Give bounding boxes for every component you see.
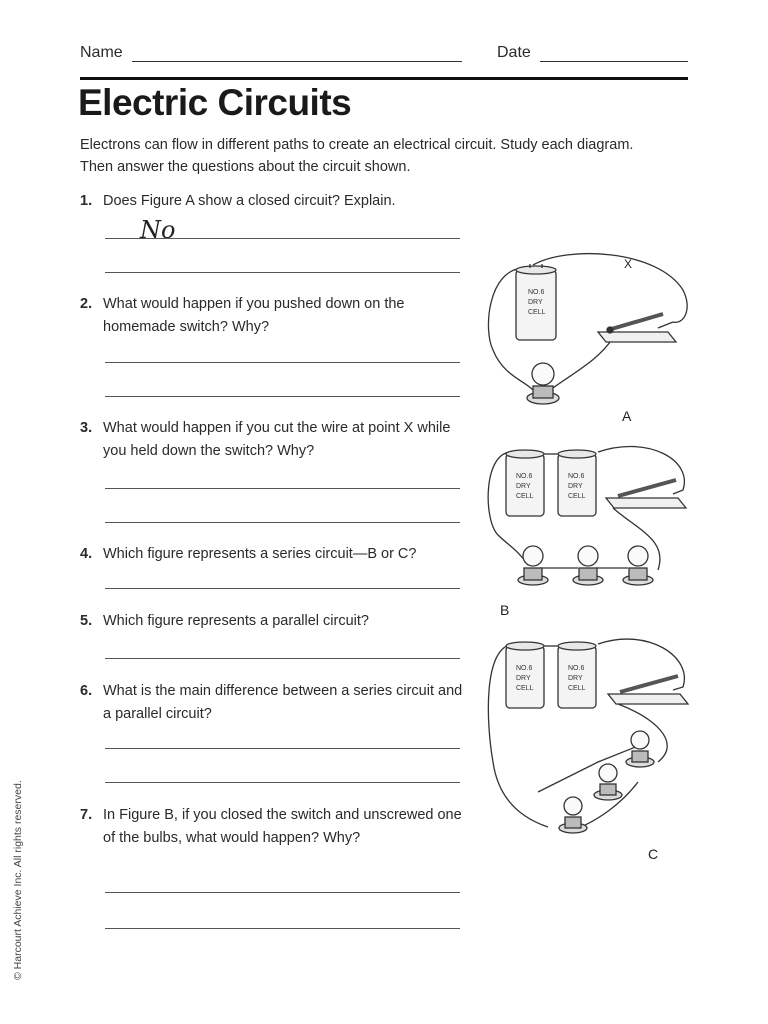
question-text: What is the main difference between a series circuit and a parallel circuit?: [103, 683, 463, 722]
page-title: Electric Circuits: [78, 82, 352, 123]
question-number: 6.: [80, 683, 93, 699]
battery-1-text-line-1: NO.6: [516, 473, 533, 480]
question-text: Which figure represents a parallel circuit?: [103, 613, 369, 629]
date-label: Date: [497, 44, 531, 61]
question-number: 3.: [80, 420, 93, 436]
header-divider: [80, 77, 688, 80]
answer-line-7b[interactable]: [105, 928, 460, 929]
question-number: 1.: [80, 193, 93, 209]
question-5: [80, 610, 465, 633]
battery-text-line-1: NO.6: [528, 289, 545, 296]
figure-a-label: A: [622, 408, 632, 424]
answer-line-3b[interactable]: [105, 522, 460, 523]
battery-2-text-line-1: NO.6: [568, 473, 585, 480]
battery-2-text-line-2: DRY: [568, 675, 583, 682]
question-number: 5.: [80, 613, 93, 629]
question-text: In Figure B, if you closed the switch and unscrewed one of the bulbs, what would happen? Why?: [103, 807, 462, 846]
figure-c-label: C: [648, 846, 659, 862]
question-3: [80, 417, 465, 463]
battery-2-text-line-3: CELL: [568, 685, 586, 692]
figure-a: [478, 250, 698, 430]
answer-line-1a[interactable]: [105, 238, 460, 239]
question-7: [80, 804, 465, 850]
name-label: Name: [80, 44, 123, 61]
answer-line-7a[interactable]: [105, 892, 460, 893]
answer-line-2a[interactable]: [105, 362, 460, 363]
battery-2-text-line-2: DRY: [568, 483, 583, 490]
battery-2-text-line-1: NO.6: [568, 665, 585, 672]
handwritten-answer-1: No: [140, 216, 176, 244]
question-text: What would happen if you cut the wire at point X while you held down the switch? Why?: [103, 420, 451, 459]
question-text: What would happen if you pushed down on the homemade switch? Why?: [103, 296, 405, 335]
battery-text-line-3: CELL: [528, 309, 546, 316]
answer-line-6a[interactable]: [105, 748, 460, 749]
battery-1-text-line-2: DRY: [516, 675, 531, 682]
copyright-notice: © Harcourt Achieve Inc. All rights reserved.: [12, 780, 24, 980]
answer-line-6b[interactable]: [105, 782, 460, 783]
date-field[interactable]: [540, 61, 688, 62]
answer-line-2b[interactable]: [105, 396, 460, 397]
answer-line-5[interactable]: [105, 658, 460, 659]
name-date-row: [80, 44, 688, 66]
battery-1-text-line-2: DRY: [516, 483, 531, 490]
answer-line-1b[interactable]: [105, 272, 460, 273]
question-text: Does Figure A show a closed circuit? Explain.: [103, 193, 396, 209]
intro-text: Electrons can flow in different paths to create an electrical circuit. Study each diagram. Then answer the questions about the circuit shown.: [80, 137, 634, 175]
question-text: Which figure represents a series circuit—B or C?: [103, 546, 417, 562]
figure-b-diagram: [478, 440, 698, 600]
question-number: 2.: [80, 296, 93, 312]
battery-1-text-line-3: CELL: [516, 685, 534, 692]
point-x-label: X: [624, 257, 633, 271]
figure-a-diagram: [478, 250, 698, 420]
figure-b-label: B: [500, 602, 510, 618]
question-6: [80, 680, 465, 726]
figure-c-diagram: [478, 632, 698, 847]
battery-text-line-2: DRY: [528, 299, 543, 306]
figure-b: [478, 440, 698, 620]
battery-2-text-line-3: CELL: [568, 493, 586, 500]
battery-1-text-line-3: CELL: [516, 493, 534, 500]
question-4: [80, 543, 465, 566]
answer-line-4[interactable]: [105, 588, 460, 589]
name-field[interactable]: [132, 61, 462, 62]
question-1: [80, 190, 465, 213]
question-number: 4.: [80, 546, 93, 562]
battery-1-text-line-1: NO.6: [516, 665, 533, 672]
question-2: [80, 293, 465, 339]
answer-line-3a[interactable]: [105, 488, 460, 489]
question-number: 7.: [80, 807, 93, 823]
figure-c: [478, 632, 698, 872]
